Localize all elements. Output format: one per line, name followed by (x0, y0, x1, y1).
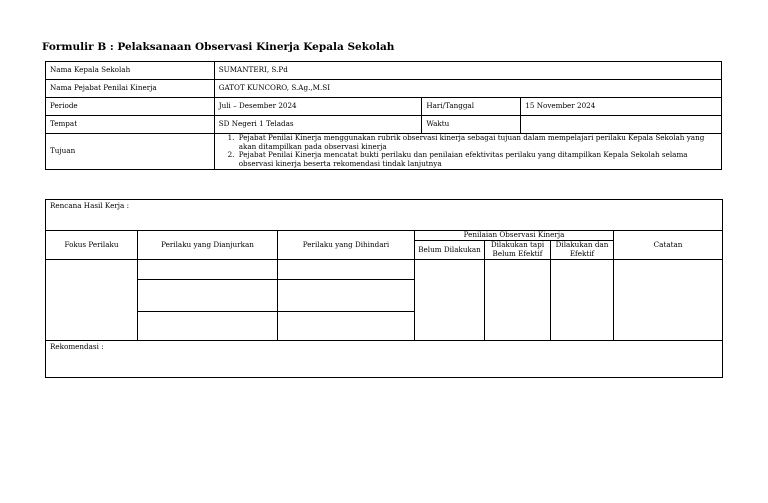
tempat-value: SD Negeri 1 Teladas (214, 116, 422, 134)
fokus-header: Fokus Perilaku (46, 231, 138, 260)
info-row-tujuan (46, 134, 722, 170)
waktu-value (521, 116, 722, 134)
dilakukan-efektif-cell (551, 259, 614, 340)
catatan-cell (614, 259, 723, 340)
dihindari-cell (278, 279, 415, 311)
nama-kepala-label: Nama Kepala Sekolah (46, 62, 215, 80)
dihindari-header: Perilaku yang Dihindari (278, 231, 415, 260)
tujuan-item: 1. Pejabat Penilai Kinerja menggunakan rubrik observasi kinerja sebagai tujuan dalam mempelajari perilaku Kepala Sekolah yang akan ditampilkan pada observasi kinerja (237, 134, 717, 151)
dilakukan-efektif-header: Dilakukan dan Efektif (551, 240, 614, 259)
info-row-kepala (46, 62, 722, 80)
rencana-hasil-kerja: Rencana Hasil Kerja : (46, 200, 723, 231)
dianjurkan-cell (138, 279, 278, 311)
dianjurkan-header: Perilaku yang Dianjurkan (138, 231, 278, 260)
catatan-header: Catatan (614, 231, 723, 260)
tujuan-value (214, 134, 721, 170)
dihindari-cell (278, 311, 415, 340)
penilaian-header: Penilaian Observasi Kinerja (415, 231, 614, 241)
fokus-cell (46, 259, 138, 340)
dihindari-cell (278, 259, 415, 279)
periode-label: Periode (46, 98, 215, 116)
hari-label: Hari/Tanggal (422, 98, 521, 116)
periode-value: Juli – Desember 2024 (214, 98, 422, 116)
pejabat-value: GATOT KUNCORO, S.Ag.,M.SI (214, 80, 721, 98)
dianjurkan-cell (138, 311, 278, 340)
tujuan-label: Tujuan (46, 134, 215, 170)
pejabat-label: Nama Pejabat Penilai Kinerja (46, 80, 215, 98)
tujuan-list (219, 134, 717, 169)
info-table (45, 61, 722, 170)
dilakukan-tapi-cell (485, 259, 551, 340)
waktu-label: Waktu (422, 116, 521, 134)
info-row-pejabat (46, 80, 722, 98)
dianjurkan-cell (138, 259, 278, 279)
dilakukan-tapi-header: Dilakukan tapi Belum Efektif (485, 240, 551, 259)
tujuan-item: 2. Pejabat Penilai Kinerja mencatat bukti perilaku dan penilaian efektivitas perilaku yang ditampilkan Kepala Sekolah selama observasi kinerja beserta rekomendasi tindak lanjutnya (237, 151, 717, 168)
page-title: Formulir B : Pelaksanaan Observasi Kinerja Kepala Sekolah (42, 41, 395, 53)
info-row-periode (46, 98, 722, 116)
rekomendasi: Rekomendasi : (46, 340, 723, 377)
tempat-label: Tempat (46, 116, 215, 134)
info-row-tempat (46, 116, 722, 134)
belum-dilakukan-header: Belum Dilakukan (415, 240, 485, 259)
nama-kepala-value: SUMANTERI, S.Pd (214, 62, 721, 80)
belum-cell (415, 259, 485, 340)
observation-table (45, 199, 723, 378)
hari-value: 15 November 2024 (521, 98, 722, 116)
